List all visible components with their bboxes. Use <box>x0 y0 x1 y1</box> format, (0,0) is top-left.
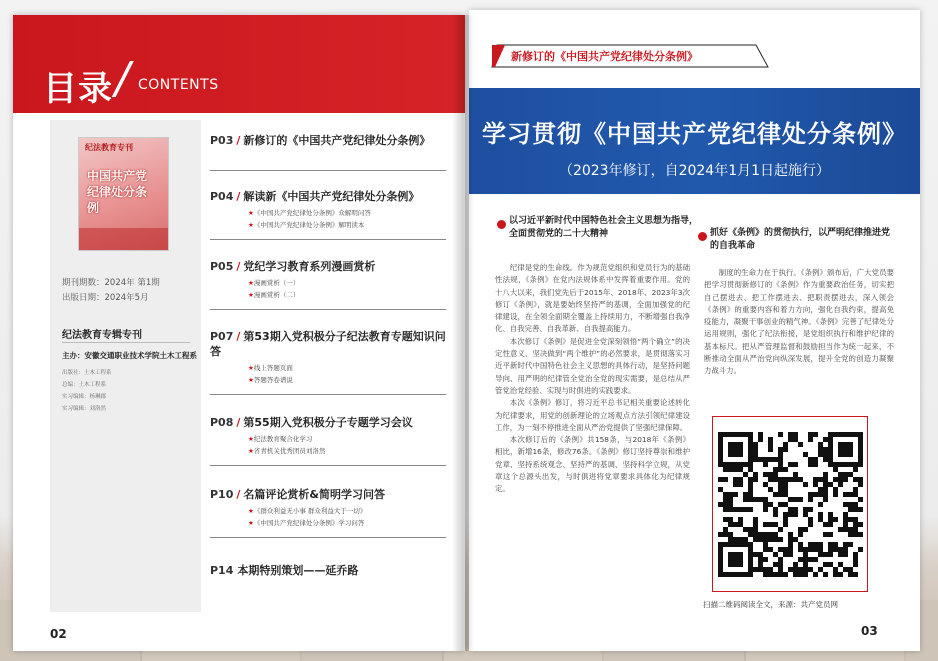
toc-entry-p07[interactable]: P07 / 第53期入党积极分子纪法教育专题知识问答 ★线上答题页面 ★答题答卷谱说 <box>210 329 446 395</box>
toc-title: 本期特别策划——延乔路 <box>237 564 359 577</box>
page-number-left: 02 <box>50 627 67 641</box>
toc-page: P07 <box>210 330 234 343</box>
toc-sub-item: 线上答题页面 <box>253 364 293 372</box>
toc-page: P10 <box>210 488 234 501</box>
section-title: 纪法教育专辑专刊 <box>62 330 142 341</box>
star-icon: ★ <box>248 447 254 455</box>
star-icon: ★ <box>248 279 254 287</box>
toc-sub-item: 省青机关优秀团员刘洛然 <box>253 447 326 455</box>
toc-entry-p04[interactable]: P04 / 解读新《中国共产党纪律处分条例》 ★《中国共产党纪律处分条例》众解明问答 ★《中国共产党纪律处分条例》解明读本 <box>210 189 446 240</box>
paragraph: 本次修订后的《条例》共158条，与2018年《条例》相比，新增16条，修改76条。《条例》修订坚持尊崇和维护党章、坚持系统观念、坚持严的基调、坚持科学立规，从党章这个总源头出发，与时俱进将党章要求具体化为纪律规定。 <box>495 435 690 494</box>
qr-caption: 扫描二维码阅读全文，来源：共产党员网 <box>703 600 838 609</box>
toc-page: P05 <box>210 260 234 273</box>
toc-sub-item: 答题答卷谱说 <box>253 376 293 384</box>
toc-entry-p03[interactable]: P03 / 新修订的《中国共产党纪律处分条例》 <box>210 133 446 171</box>
star-icon: ★ <box>248 364 254 372</box>
toc-sub-item: 漫画赏析（二） <box>253 291 300 299</box>
left-page <box>13 15 465 651</box>
toc-page: P08 <box>210 416 234 429</box>
star-icon: ★ <box>248 209 254 217</box>
toc-entry-p08[interactable]: P08 / 第55期入党积极分子专题学习会议 ★纪法教育聚合化学习 ★省青机关优秀团员刘洛然 <box>210 415 446 466</box>
toc-divider <box>210 537 446 538</box>
toc-title: 第53期入党积极分子纪法教育专题知识问答 <box>210 330 446 358</box>
subheadline: （2023年修订，自2024年1月1日起施行） <box>558 163 831 179</box>
toc-sub-item: 漫画赏析（一） <box>253 279 300 287</box>
star-icon: ★ <box>248 435 254 443</box>
toc-sub-item: 《群众利益无小事 群众利益大于一切》 <box>253 507 367 515</box>
contents-subtitle: CONTENTS <box>138 77 219 93</box>
toc-sub-item: 《中国共产党纪律处分条例》众解明问答 <box>253 209 371 217</box>
star-icon: ★ <box>248 291 254 299</box>
star-icon: ★ <box>248 507 254 515</box>
publish-date: 出版日期：2024年5月 <box>62 293 149 303</box>
qr-code[interactable] <box>712 416 868 592</box>
article-tag <box>491 44 769 68</box>
section-divider <box>62 342 190 343</box>
toc-sub-item: 《中国共产党纪律处分条例》解明读本 <box>253 221 365 229</box>
organizer-line: 主办：安徽交通职业技术学院土木工程系 <box>62 351 197 360</box>
star-icon: ★ <box>248 519 254 527</box>
toc-entry-p05[interactable]: P05 / 党纪学习教育系列漫画赏析 ★漫画赏析（一） ★漫画赏析（二） <box>210 259 446 310</box>
headline: 学习贯彻《中国共产党纪律处分条例》 <box>482 120 907 148</box>
toc-divider <box>210 239 446 240</box>
staff-line: 实习编辑：刘洛然 <box>62 406 107 412</box>
toc-page: P04 <box>210 190 234 203</box>
toc-divider <box>210 394 446 395</box>
article-body-right <box>704 267 894 378</box>
article-body-left <box>495 262 690 496</box>
cover-top-text: 纪法教育专刊 <box>85 143 133 152</box>
toc-title: 党纪学习教育系列漫画赏析 <box>243 260 376 273</box>
page-number-right: 03 <box>861 624 878 638</box>
toc-title: 名篇评论赏析&简明学习问答 <box>243 488 385 501</box>
paragraph: 制度的生命力在于执行。《条例》颁布后，广大党员要把学习贯彻新修订的《条例》作为重要政治任务，切实把自己摆进去、把工作摆进去、把职责摆进去，深入领会《条例》的重要内容和着力方向，强化自我约束，提高免疫能力，凝聚干事创业的精气神。《条例》完善了纪律处分运用规则，强化了纪法衔接，是党组织执行和维护纪律的基本标尺。把从严管理监督和鼓励担当作为统一起来，不断推动全面从严治党向纵深发展，提升全党的创造力凝聚力战斗力。 <box>704 268 894 376</box>
contents-header <box>13 15 465 113</box>
star-icon: ★ <box>248 221 254 229</box>
paragraph: 本次修订《条例》是促进全党深刻领悟“两个确立”的决定性意义、坚决做到“两个维护”的必然要求，是贯彻落实习近平新时代中国特色社会主义思想的具体行动，是坚持问题导向、用严明的纪律管全党治全党的现实需要，是总结从严管党治党经验、实现与时俱进的实践要求。 <box>495 336 690 395</box>
staff-line: 实习编辑：杨琳郡 <box>62 394 107 400</box>
toc-sub-item: 纪法教育聚合化学习 <box>253 435 313 443</box>
headline-band <box>469 88 920 194</box>
toc-sub-item: 《中国共产党纪律处分条例》学习问答 <box>253 519 365 527</box>
paragraph: 本次《条例》修订，将习近平总书记相关重要论述转化为纪律要求，用党的创新理论的立场观点方法引领纪律建设工作，为一刻不停推进全面从严治党提供了坚强纪律保障。 <box>495 398 690 432</box>
qr-code-image <box>713 417 867 591</box>
cover-bottom-band <box>79 228 168 250</box>
header-slash: / <box>115 53 130 104</box>
right-page <box>469 10 920 651</box>
article-tag-text: 新修订的《中国共产党纪律处分条例》 <box>511 50 698 63</box>
paragraph: 纪律是党的生命线。作为规范党组织和党员行为的基础性法规，《条例》在党内法规体系中发挥着重要作用。党的十八大以来，我们党先后于2015年、2018年、2023年3次修订《条例》，就是要始终坚持严的基调，全面加强党的纪律建设，在全领全面期全覆盖上持续用力，不断增强自我净化、自我完善、自我革新、自我提高能力。 <box>495 263 690 334</box>
staff-line: 总编：土木工程系 <box>62 382 107 388</box>
toc-divider <box>210 170 446 171</box>
toc-title: 第55期入党积极分子专题学习会议 <box>243 416 413 429</box>
staff-line: 出版社：土木工程系 <box>62 370 112 376</box>
contents-title: 目录 <box>43 69 113 109</box>
toc-divider <box>210 465 446 466</box>
bullet-dot-icon <box>497 220 506 229</box>
cover-main-text: 中国共产党纪律处分条例 <box>87 169 148 215</box>
toc-entry-p10[interactable]: P10 / 名篇评论赏析&简明学习问答 ★《群众利益无小事 群众利益大于一切》 ★《中国共产党纪律处分条例》学习问答 <box>210 487 446 538</box>
issue-info-panel <box>50 120 201 612</box>
toc-page: P14 <box>210 564 234 577</box>
magazine-cover-image <box>78 137 169 251</box>
column-heading-left: 以习近平新时代中国特色社会主义思想为指导，全面贯彻党的二十大精神 <box>509 216 699 239</box>
star-icon: ★ <box>248 376 254 384</box>
bullet-dot-icon <box>698 232 707 241</box>
toc-entry-p14[interactable] <box>210 563 446 578</box>
toc-title: 解读新《中国共产党纪律处分条例》 <box>243 190 420 203</box>
toc-page: P03 <box>210 134 234 147</box>
column-heading-right: 抓好《条例》的贯彻执行，以严明纪律推进党的自我革命 <box>710 228 891 251</box>
toc-divider <box>210 309 446 310</box>
book-spine-shadow <box>452 15 474 651</box>
toc-title: 新修订的《中国共产党纪律处分条例》 <box>243 134 431 147</box>
issue-number: 期刊期数：2024年 第1期 <box>62 278 160 288</box>
